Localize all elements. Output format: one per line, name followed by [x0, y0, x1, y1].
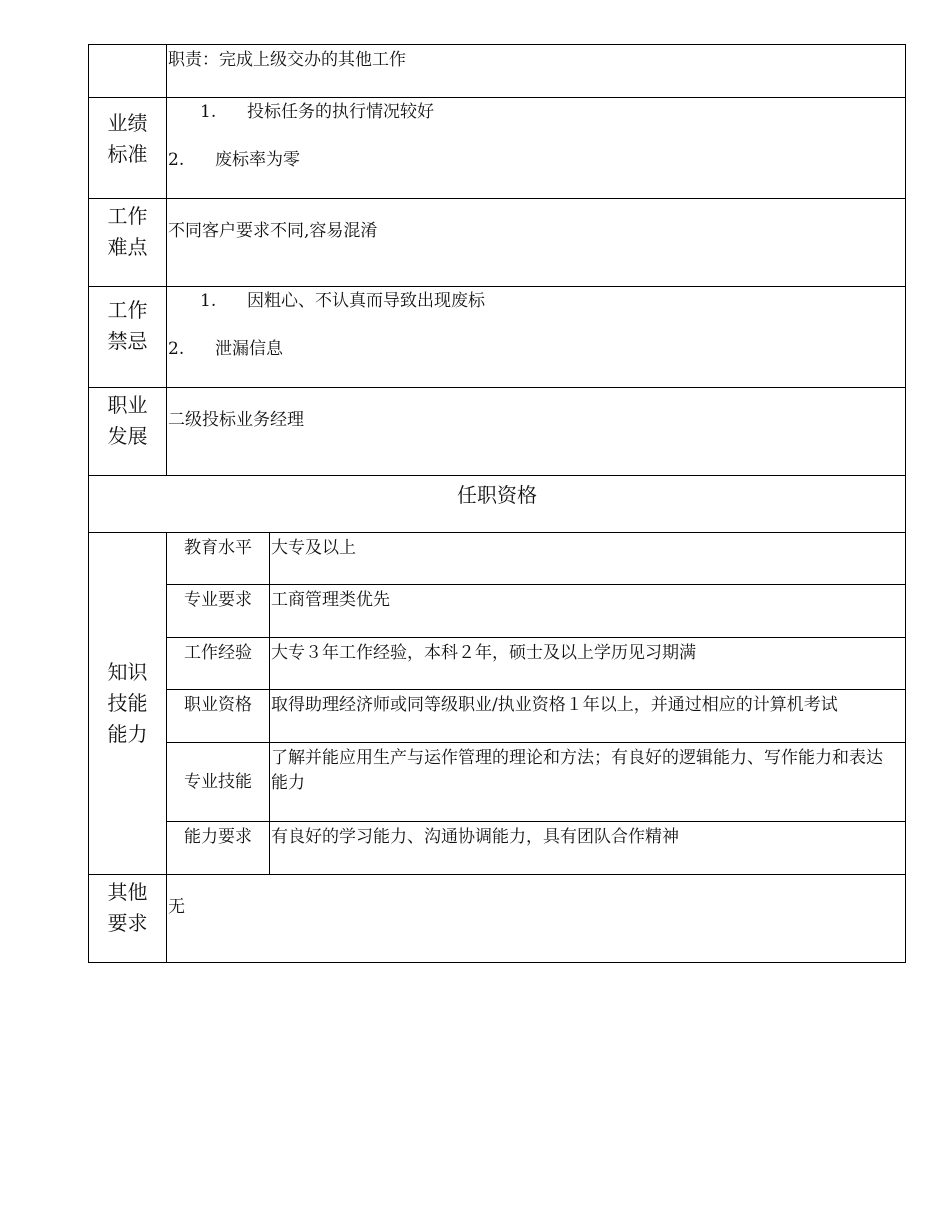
- item-name: 工作经验: [184, 643, 252, 663]
- career-label-line2: 发展: [107, 424, 148, 448]
- list-item-text: 因粗心、不认真而导致出现废标: [247, 291, 485, 311]
- list-item-number: 2.: [168, 339, 185, 359]
- item-value: 工商管理类优先: [271, 590, 390, 610]
- difficulty-label-line2: 难点: [107, 235, 148, 259]
- other-label-line1: 其他: [107, 880, 148, 904]
- qualification-header-row: [89, 476, 906, 533]
- performance-label-line2: 标准: [107, 142, 148, 166]
- table-row: [89, 585, 906, 638]
- item-name-cell: [167, 690, 270, 743]
- item-value-cell: [270, 690, 906, 743]
- taboo-row: [89, 287, 906, 388]
- duty-row: [89, 45, 906, 98]
- item-value: 大专及以上: [271, 538, 356, 558]
- item-value: 了解并能应用生产与运作管理的理论和方法；有良好的逻辑能力、写作能力和表达能力: [271, 748, 883, 793]
- career-content-cell: [167, 388, 906, 476]
- table-row: [89, 533, 906, 585]
- performance-row: [89, 98, 906, 199]
- duty-content-cell: [167, 45, 906, 98]
- duty-label-cell: [89, 45, 167, 98]
- difficulty-label-line1: 工作: [107, 204, 148, 228]
- section-title: 任职资格: [457, 483, 537, 507]
- item-name: 专业技能: [184, 771, 252, 792]
- table-row: [89, 822, 906, 875]
- performance-label-cell: [89, 98, 167, 199]
- list-item-text: 废标率为零: [215, 150, 300, 170]
- other-label-cell: [89, 875, 167, 963]
- item-value: 有良好的学习能力、沟通协调能力，具有团队合作精神: [271, 827, 679, 847]
- item-value-cell: [270, 638, 906, 690]
- difficulty-text: 不同客户要求不同,容易混淆: [168, 221, 378, 241]
- difficulty-content-cell: [167, 199, 906, 287]
- performance-label-line1: 业绩: [107, 111, 148, 135]
- list-item-number: 2.: [168, 150, 185, 170]
- list-item: [167, 289, 905, 314]
- item-name-cell: [167, 585, 270, 638]
- list-item-number: 1.: [200, 102, 217, 122]
- item-name: 能力要求: [184, 827, 252, 847]
- item-name-cell: [167, 638, 270, 690]
- duty-text: 职责：完成上级交办的其他工作: [168, 50, 406, 70]
- qualification-header-cell: [89, 476, 906, 533]
- item-value: 取得助理经济师或同等级职业/执业资格１年以上，并通过相应的计算机考试: [271, 695, 838, 715]
- list-item-text: 泄漏信息: [215, 339, 283, 359]
- item-name: 职业资格: [184, 695, 252, 715]
- list-item-number: 1.: [200, 291, 217, 311]
- other-row: [89, 875, 906, 963]
- other-content-cell: [167, 875, 906, 963]
- item-name-cell: [167, 743, 270, 822]
- career-label-line1: 职业: [107, 393, 148, 417]
- taboo-label-line2: 禁忌: [107, 329, 148, 353]
- item-name: 专业要求: [184, 590, 252, 610]
- list-item: [167, 337, 905, 362]
- item-value-cell: [270, 533, 906, 585]
- table-row: [89, 690, 906, 743]
- table-row: [89, 743, 906, 822]
- knowledge-label-line2: 技能: [107, 691, 148, 715]
- list-item: [167, 148, 905, 173]
- table-row: [89, 638, 906, 690]
- taboo-label-cell: [89, 287, 167, 388]
- taboo-label-line1: 工作: [107, 298, 148, 322]
- list-item-text: 投标任务的执行情况较好: [247, 102, 434, 122]
- difficulty-label-cell: [89, 199, 167, 287]
- item-value-cell: [270, 585, 906, 638]
- career-text: 二级投标业务经理: [168, 410, 304, 430]
- career-label-cell: [89, 388, 167, 476]
- other-text: 无: [168, 897, 185, 917]
- other-label-line2: 要求: [107, 911, 148, 935]
- taboo-content-cell: [167, 287, 906, 388]
- list-item: [167, 100, 905, 125]
- knowledge-label-cell: [89, 533, 167, 875]
- item-value-cell: [270, 743, 906, 822]
- performance-content-cell: [167, 98, 906, 199]
- item-name-cell: [167, 533, 270, 585]
- knowledge-label-line1: 知识: [107, 660, 148, 684]
- career-row: [89, 388, 906, 476]
- item-name: 教育水平: [184, 538, 252, 558]
- item-value: 大专３年工作经验，本科２年，硕士及以上学历见习期满: [271, 643, 696, 663]
- item-value-cell: [270, 822, 906, 875]
- item-name-cell: [167, 822, 270, 875]
- knowledge-label-line3: 能力: [107, 722, 148, 746]
- difficulty-row: [89, 199, 906, 287]
- job-description-table: [88, 44, 906, 963]
